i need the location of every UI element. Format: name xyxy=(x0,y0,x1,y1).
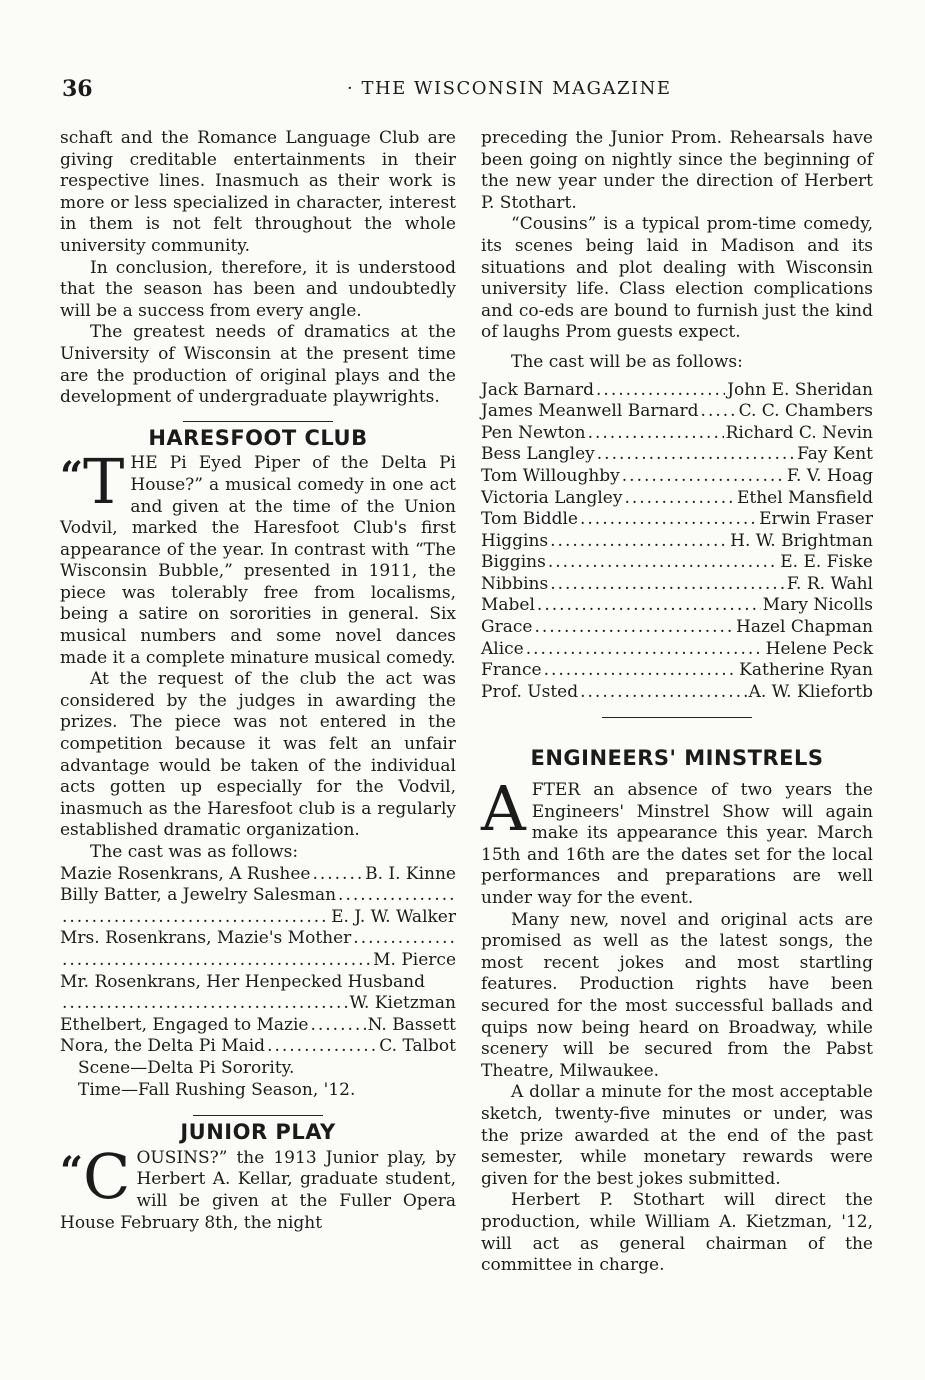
cast-actor: Ethel Mansfield xyxy=(736,487,873,508)
section-divider xyxy=(183,421,333,422)
minstrels-third-paragraph: A dollar a minute for the most acceptable sketch, twenty-five minutes or under, was the prize awarded at the end of the past semester, while monetary rewards were given for the best jokes submitted. xyxy=(481,1082,873,1189)
cast-actor: Katherine Ryan xyxy=(739,660,873,681)
minstrels-fourth-paragraph: Herbert P. Stothart will direct the production, while William A. Kietzman, '12, will act as general chairman of the committee in charge. xyxy=(481,1190,873,1276)
cast-role: Nora, the Delta Pi Maid xyxy=(60,1036,266,1057)
cast-role: Victoria Langley xyxy=(481,487,623,508)
haresfoot-second-paragraph: At the request of the club the act was considered by the judges in awarding the prizes. The piece was not entered in the competition because it was felt an unfair advantage would be taken of the individual acts gotten up especially for the Vodvil, inasmuch as the Haresfoot club is a regularly established dramatic organization. xyxy=(60,669,456,841)
cast-entry xyxy=(481,401,873,423)
cast-entry-cont xyxy=(60,950,456,972)
cousins-paragraph: “Cousins” is a typical prom-time comedy, its scenes being laid in Madison and its situations and plot dealing with Wisconsin university life. Class election complications and co-eds are bound to furnish just the kind of laughs Prom guests expect. xyxy=(481,214,873,343)
section-divider xyxy=(602,717,752,718)
cast-entry xyxy=(60,864,456,886)
haresfoot-scene: Scene—Delta Pi Sorority. xyxy=(78,1057,295,1078)
cast-entry xyxy=(481,682,873,704)
cast-role: Mrs. Rosenkrans, Mazie's Mother xyxy=(60,928,352,949)
cast-actor: Richard C. Nevin xyxy=(725,422,873,443)
dot-leader xyxy=(62,950,371,972)
left-column xyxy=(60,128,456,1234)
cast-role: Jack Barnard xyxy=(481,379,595,400)
cast-role: Ethelbert, Engaged to Mazie xyxy=(60,1014,309,1035)
cast-intro: The cast will be as follows: xyxy=(511,351,743,372)
cast-entry xyxy=(481,552,873,574)
dot-leader xyxy=(544,660,738,682)
cast-entry xyxy=(481,423,873,445)
haresfoot-cast-intro: The cast was as follows: xyxy=(90,842,299,862)
cast-role: France xyxy=(481,660,542,681)
haresfoot-first-paragraph: HE Pi Eyed Piper of the Delta Pi House?” a musical comedy in one act and given at the time of the Union Vodvil, marked the Haresfoot Club's first appearance of the year. In contrast with “The Wisconsin Bubble,” presented in 1911, the piece was tolerably free from localisms, being a satire on sororities in general. Six musical numbers and some novel dances made it a complete minature musical comedy. xyxy=(60,453,456,668)
cast-role: Bess Langley xyxy=(481,444,595,465)
cast-actor: M. Pierce xyxy=(373,949,456,970)
cast-role: Mazie Rosenkrans, A Rushee xyxy=(60,863,311,884)
cast-entry xyxy=(60,972,456,994)
junior-play-opening xyxy=(60,1139,456,1234)
intro-paragraph: schaft and the Romance Language Club are giving creditable entertainments in their respective lines. Inasmuch as their work is more or less specialized in character, interest in them is not felt throughout the whole university community. xyxy=(60,128,456,256)
cast-entry xyxy=(481,380,873,402)
haresfoot-title: HARESFOOT CLUB xyxy=(148,425,368,450)
cast-actor: Mary Nicolls xyxy=(762,595,873,616)
page-number: 36 xyxy=(62,76,93,102)
dot-leader xyxy=(622,466,785,488)
drop-cap: A xyxy=(481,772,526,846)
dot-leader xyxy=(310,1015,365,1037)
cast-actor: W. Kietzman xyxy=(349,993,456,1014)
cast-actor: B. I. Kinne xyxy=(365,863,456,884)
cast-entry xyxy=(481,444,873,466)
dot-leader xyxy=(580,682,746,704)
cast-actor: E. J. W. Walker xyxy=(331,906,456,927)
cast-entry xyxy=(60,1015,456,1037)
minstrels-first-paragraph: FTER an absence of two years the Engineers' Minstrel Show will again make its appearance this year. March 15th and 16th are the dates set for the local performances and preparations are well under way for the event. xyxy=(481,780,873,908)
junior-play-first-paragraph: OUSINS?” the 1913 Junior play, by Herbert A. Kellar, graduate student, will be given at the Fuller Opera House February 8th, the night xyxy=(60,1147,456,1233)
cast-role: James Meanwell Barnard xyxy=(481,401,699,422)
minstrels-title: ENGINEERS' MINSTRELS xyxy=(530,746,824,771)
cast-entry xyxy=(481,595,873,617)
dot-leader xyxy=(312,864,363,886)
cast-actor: Erwin Fraser xyxy=(759,509,873,530)
cast-role: Biggins xyxy=(481,552,546,573)
open-quote: “ xyxy=(60,1147,84,1195)
cast-role: Prof. Usted xyxy=(481,681,579,702)
continuation-paragraph: preceding the Junior Prom. Rehearsals have been going on nightly since the beginning of the new year under the direction of Herbert P. Stothart. xyxy=(481,128,873,213)
cast-entry-cont xyxy=(60,907,456,929)
cast-actor: N. Bassett xyxy=(367,1014,456,1035)
cast-role: Billy Batter, a Jewelry Salesman xyxy=(60,885,337,906)
drop-cap: C xyxy=(83,1139,131,1213)
cast-role: Pen Newton xyxy=(481,422,586,443)
needs-paragraph: The greatest needs of dramatics at the University of Wisconsin at the present time are the production of original plays and the development of undergraduate playwrights. xyxy=(60,322,456,408)
cast-entry xyxy=(60,928,456,950)
cast-entry xyxy=(481,488,873,510)
cast-role: Higgins xyxy=(481,530,549,551)
dot-leader xyxy=(353,928,454,950)
cast-actor: C. Talbot xyxy=(379,1036,456,1057)
cast-entry xyxy=(481,574,873,596)
cast-actor: F. V. Hoag xyxy=(786,465,873,486)
cast-entry xyxy=(481,466,873,488)
dot-leader xyxy=(534,617,734,639)
cast-role: Nibbins xyxy=(481,573,549,594)
cast-entry xyxy=(481,660,873,682)
dot-leader xyxy=(624,488,735,510)
dot-leader xyxy=(550,531,728,553)
dot-leader xyxy=(580,509,757,531)
page-header xyxy=(62,76,872,106)
drop-cap: T xyxy=(83,445,125,519)
cast-role: Mabel xyxy=(481,595,535,616)
conclusion-paragraph: In conclusion, therefore, it is understood that the season has been and undoubtedly will be a success from every angle. xyxy=(60,257,456,321)
dot-leader xyxy=(526,639,764,661)
cast-actor: John E. Sheridan xyxy=(727,379,873,400)
section-divider xyxy=(193,1115,323,1116)
right-column xyxy=(481,128,873,1277)
cast-actor: F. R. Wahl xyxy=(786,573,873,594)
dot-leader xyxy=(62,993,348,1015)
minstrels-opening xyxy=(481,772,873,910)
cast-entry xyxy=(481,639,873,661)
dot-leader xyxy=(701,401,737,423)
cast-entry xyxy=(481,509,873,531)
cast-role: Tom Biddle xyxy=(481,509,578,530)
cast-actor: A. W. Kliefortb xyxy=(748,681,873,702)
dot-leader xyxy=(588,423,724,445)
junior-play-title: JUNIOR PLAY xyxy=(180,1120,336,1145)
cast-entry-cont xyxy=(60,993,456,1015)
dot-leader xyxy=(338,885,454,907)
haresfoot-cast-list xyxy=(60,864,456,1058)
cast-actor: Hazel Chapman xyxy=(736,617,873,638)
cast-entry xyxy=(60,885,456,907)
cast-entry xyxy=(60,1036,456,1058)
minstrels-second-paragraph: Many new, novel and original acts are promised as well as the latest songs, the most recent jokes and most startling features. Production rights have been secured for the most successful ballads and quips now being heard on Broadway, while scenery will be secured from the Pabst Theatre, Milwaukee. xyxy=(481,909,873,1081)
cast-actor: C. C. Chambers xyxy=(738,401,873,422)
cast-actor: H. W. Brightman xyxy=(730,530,873,551)
cast-role: Tom Willoughby xyxy=(481,465,620,486)
dot-leader xyxy=(597,444,795,466)
dot-leader xyxy=(548,552,778,574)
dot-leader xyxy=(267,1036,377,1058)
junior-play-cast-list xyxy=(481,380,873,704)
haresfoot-time: Time—Fall Rushing Season, '12. xyxy=(78,1079,356,1100)
haresfoot-opening xyxy=(60,445,456,669)
cast-entry xyxy=(481,531,873,553)
cast-role: Alice xyxy=(481,638,524,659)
cast-actor: Fay Kent xyxy=(797,444,873,465)
dot-leader xyxy=(550,574,785,596)
open-quote: “ xyxy=(60,453,84,501)
dot-leader xyxy=(537,595,761,617)
cast-role: Grace xyxy=(481,617,533,638)
dot-leader xyxy=(62,907,329,929)
cast-actor: Helene Peck xyxy=(765,638,873,659)
cast-role: Mr. Rosenkrans, Her Henpecked Husband xyxy=(60,971,425,992)
dot-leader xyxy=(596,380,725,402)
running-head: · THE WISCONSIN MAGAZINE xyxy=(347,78,672,99)
cast-actor: E. E. Fiske xyxy=(780,552,873,573)
cast-entry xyxy=(481,617,873,639)
